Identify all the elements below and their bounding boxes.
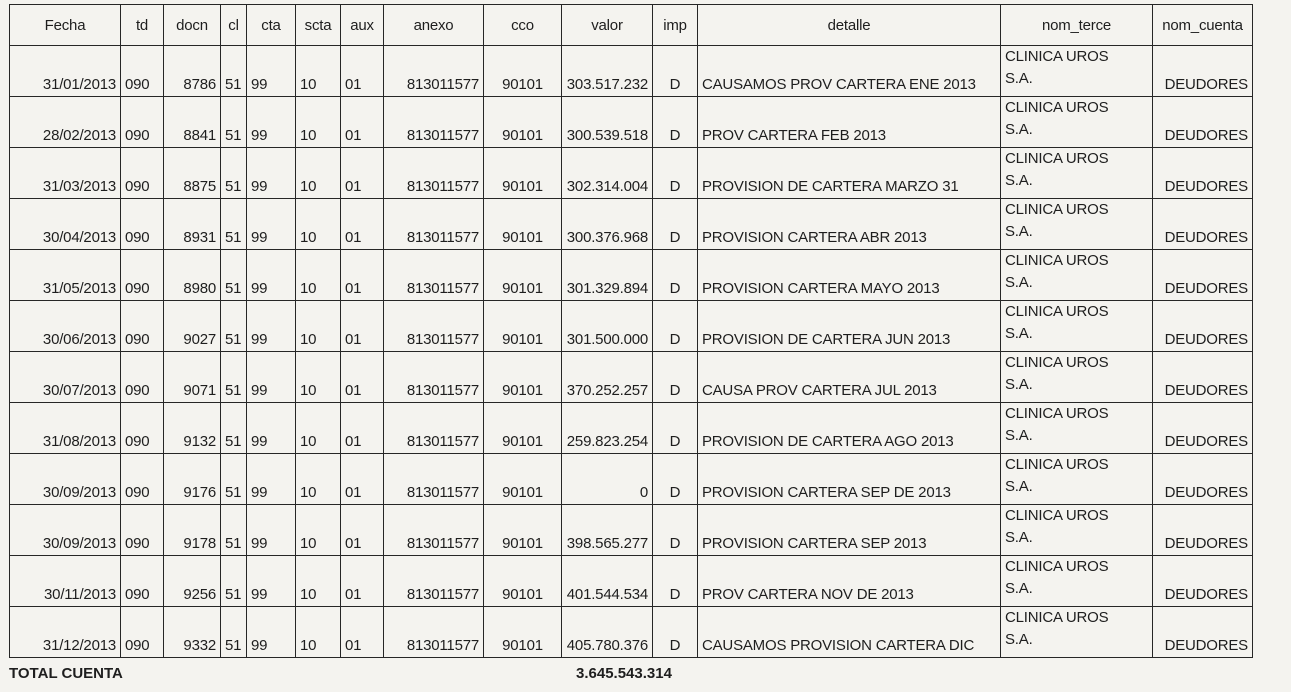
- cell-td: 090: [121, 301, 164, 352]
- cell-detalle: PROVISION CARTERA MAYO 2013: [698, 250, 1001, 301]
- cell-cco: 90101: [484, 454, 562, 505]
- cell-nom-terce: [1001, 301, 1153, 352]
- cell-cco: 90101: [484, 403, 562, 454]
- cell-detalle: PROV CARTERA NOV DE 2013: [698, 556, 1001, 607]
- cell-imp: D: [653, 46, 698, 97]
- cell-nom-terce: [1001, 454, 1153, 505]
- cell-nom-terce: [1001, 607, 1153, 658]
- nom-terce-line1: CLINICA UROS: [1005, 252, 1109, 269]
- cell-docn: 8980: [164, 250, 221, 301]
- cell-detalle: PROVISION DE CARTERA MARZO 31: [698, 148, 1001, 199]
- cell-nom-cuenta: DEUDORES: [1153, 454, 1253, 505]
- cell-scta: 10: [296, 148, 341, 199]
- cell-fecha: 30/09/2013: [10, 505, 121, 556]
- nom-terce-line1: CLINICA UROS: [1005, 99, 1109, 116]
- cell-cco: 90101: [484, 148, 562, 199]
- cell-fecha: 31/03/2013: [10, 148, 121, 199]
- cell-nom-cuenta: DEUDORES: [1153, 199, 1253, 250]
- nom-terce-line2: S.A.: [1005, 121, 1033, 138]
- header-imp: imp: [653, 5, 698, 46]
- cell-nom-terce: [1001, 556, 1153, 607]
- header-aux: aux: [341, 5, 384, 46]
- cell-td: 090: [121, 97, 164, 148]
- cell-fecha: 31/01/2013: [10, 46, 121, 97]
- cell-cco: 90101: [484, 199, 562, 250]
- header-valor: valor: [562, 5, 653, 46]
- header-nom-cuenta: nom_cuenta: [1153, 5, 1253, 46]
- cell-td: 090: [121, 607, 164, 658]
- cell-cta: 99: [247, 607, 296, 658]
- cell-td: 090: [121, 199, 164, 250]
- header-scta: scta: [296, 5, 341, 46]
- cell-nom-cuenta: DEUDORES: [1153, 46, 1253, 97]
- cell-cco: 90101: [484, 250, 562, 301]
- cell-anexo: 813011577: [384, 97, 484, 148]
- cell-anexo: 813011577: [384, 352, 484, 403]
- cell-cta: 99: [247, 301, 296, 352]
- header-cl: cl: [221, 5, 247, 46]
- cell-valor: 300.539.518: [562, 97, 653, 148]
- cell-imp: D: [653, 250, 698, 301]
- cell-td: 090: [121, 403, 164, 454]
- cell-cl: 51: [221, 148, 247, 199]
- header-row: [10, 5, 1253, 46]
- cell-fecha: 28/02/2013: [10, 97, 121, 148]
- cell-cta: 99: [247, 148, 296, 199]
- cell-cl: 51: [221, 199, 247, 250]
- cell-td: 090: [121, 556, 164, 607]
- cell-docn: 8931: [164, 199, 221, 250]
- cell-fecha: 30/11/2013: [10, 556, 121, 607]
- nom-terce-line2: S.A.: [1005, 376, 1033, 393]
- cell-cl: 51: [221, 556, 247, 607]
- cell-aux: 01: [341, 607, 384, 658]
- cell-imp: D: [653, 97, 698, 148]
- cell-nom-terce: [1001, 46, 1153, 97]
- table-row: [10, 199, 1253, 250]
- cell-detalle: CAUSAMOS PROVISION CARTERA DIC: [698, 607, 1001, 658]
- cell-aux: 01: [341, 505, 384, 556]
- cell-cco: 90101: [484, 97, 562, 148]
- cell-aux: 01: [341, 46, 384, 97]
- cell-td: 090: [121, 148, 164, 199]
- cell-nom-terce: [1001, 403, 1153, 454]
- table-row: [10, 556, 1253, 607]
- nom-terce-line2: S.A.: [1005, 70, 1033, 87]
- cell-scta: 10: [296, 403, 341, 454]
- table-row: [10, 607, 1253, 658]
- cell-nom-cuenta: DEUDORES: [1153, 250, 1253, 301]
- nom-terce-line2: S.A.: [1005, 274, 1033, 291]
- cell-valor: 302.314.004: [562, 148, 653, 199]
- nom-terce-line1: CLINICA UROS: [1005, 456, 1109, 473]
- cell-nom-terce: [1001, 505, 1153, 556]
- nom-terce-line2: S.A.: [1005, 529, 1033, 546]
- cell-scta: 10: [296, 556, 341, 607]
- ledger-sheet: [9, 4, 1253, 658]
- cell-aux: 01: [341, 250, 384, 301]
- cell-fecha: 30/09/2013: [10, 454, 121, 505]
- nom-terce-line1: CLINICA UROS: [1005, 48, 1109, 65]
- cell-td: 090: [121, 454, 164, 505]
- table-row: [10, 454, 1253, 505]
- cell-td: 090: [121, 352, 164, 403]
- cell-docn: 8841: [164, 97, 221, 148]
- nom-terce-line2: S.A.: [1005, 478, 1033, 495]
- cell-valor: 405.780.376: [562, 607, 653, 658]
- cell-td: 090: [121, 505, 164, 556]
- cell-anexo: 813011577: [384, 607, 484, 658]
- cell-nom-cuenta: DEUDORES: [1153, 97, 1253, 148]
- cell-fecha: 30/04/2013: [10, 199, 121, 250]
- cell-imp: D: [653, 199, 698, 250]
- cell-valor: 259.823.254: [562, 403, 653, 454]
- cell-nom-cuenta: DEUDORES: [1153, 505, 1253, 556]
- cell-nom-cuenta: DEUDORES: [1153, 148, 1253, 199]
- cell-imp: D: [653, 556, 698, 607]
- cell-scta: 10: [296, 97, 341, 148]
- cell-cl: 51: [221, 301, 247, 352]
- cell-scta: 10: [296, 505, 341, 556]
- cell-scta: 10: [296, 607, 341, 658]
- cell-nom-terce: [1001, 97, 1153, 148]
- cell-nom-terce: [1001, 148, 1153, 199]
- table-row: [10, 352, 1253, 403]
- cell-aux: 01: [341, 199, 384, 250]
- cell-docn: 8875: [164, 148, 221, 199]
- cell-anexo: 813011577: [384, 403, 484, 454]
- nom-terce-line1: CLINICA UROS: [1005, 507, 1109, 524]
- cell-scta: 10: [296, 454, 341, 505]
- table-row: [10, 403, 1253, 454]
- cell-td: 090: [121, 46, 164, 97]
- nom-terce-line1: CLINICA UROS: [1005, 354, 1109, 371]
- cell-cco: 90101: [484, 301, 562, 352]
- cell-valor: 303.517.232: [562, 46, 653, 97]
- cell-cta: 99: [247, 556, 296, 607]
- cell-anexo: 813011577: [384, 454, 484, 505]
- header-detalle: detalle: [698, 5, 1001, 46]
- cell-cl: 51: [221, 454, 247, 505]
- cell-cta: 99: [247, 97, 296, 148]
- cell-docn: 9256: [164, 556, 221, 607]
- cell-cl: 51: [221, 250, 247, 301]
- cell-cl: 51: [221, 352, 247, 403]
- cell-scta: 10: [296, 301, 341, 352]
- cell-nom-cuenta: DEUDORES: [1153, 301, 1253, 352]
- nom-terce-line2: S.A.: [1005, 631, 1033, 648]
- cell-docn: 9027: [164, 301, 221, 352]
- cell-docn: 9132: [164, 403, 221, 454]
- cell-scta: 10: [296, 250, 341, 301]
- cell-anexo: 813011577: [384, 46, 484, 97]
- cell-nom-terce: [1001, 250, 1153, 301]
- cell-detalle: PROVISION DE CARTERA JUN 2013: [698, 301, 1001, 352]
- nom-terce-line2: S.A.: [1005, 172, 1033, 189]
- cell-docn: 9071: [164, 352, 221, 403]
- cell-cco: 90101: [484, 556, 562, 607]
- cell-imp: D: [653, 505, 698, 556]
- header-anexo: anexo: [384, 5, 484, 46]
- cell-cco: 90101: [484, 505, 562, 556]
- cell-aux: 01: [341, 148, 384, 199]
- cell-aux: 01: [341, 97, 384, 148]
- table-row: [10, 148, 1253, 199]
- cell-detalle: PROVISION CARTERA SEP 2013: [698, 505, 1001, 556]
- cell-nom-cuenta: DEUDORES: [1153, 352, 1253, 403]
- nom-terce-line1: CLINICA UROS: [1005, 201, 1109, 218]
- cell-cl: 51: [221, 607, 247, 658]
- header-td: td: [121, 5, 164, 46]
- cell-aux: 01: [341, 556, 384, 607]
- cell-docn: 9178: [164, 505, 221, 556]
- cell-cl: 51: [221, 46, 247, 97]
- cell-detalle: CAUSA PROV CARTERA JUL 2013: [698, 352, 1001, 403]
- nom-terce-line2: S.A.: [1005, 580, 1033, 597]
- cell-detalle: PROV CARTERA FEB 2013: [698, 97, 1001, 148]
- cell-detalle: PROVISION CARTERA ABR 2013: [698, 199, 1001, 250]
- cell-detalle: CAUSAMOS PROV CARTERA ENE 2013: [698, 46, 1001, 97]
- cell-valor: 370.252.257: [562, 352, 653, 403]
- cell-aux: 01: [341, 403, 384, 454]
- cell-valor: 0: [562, 454, 653, 505]
- header-cta: cta: [247, 5, 296, 46]
- cell-anexo: 813011577: [384, 250, 484, 301]
- cell-imp: D: [653, 403, 698, 454]
- cell-scta: 10: [296, 46, 341, 97]
- cell-anexo: 813011577: [384, 556, 484, 607]
- cell-imp: D: [653, 301, 698, 352]
- cell-cta: 99: [247, 199, 296, 250]
- cell-aux: 01: [341, 454, 384, 505]
- header-nom-terce: nom_terce: [1001, 5, 1153, 46]
- cell-anexo: 813011577: [384, 199, 484, 250]
- nom-terce-line1: CLINICA UROS: [1005, 609, 1109, 626]
- cell-aux: 01: [341, 301, 384, 352]
- table-row: [10, 250, 1253, 301]
- nom-terce-line1: CLINICA UROS: [1005, 303, 1109, 320]
- table-row: [10, 301, 1253, 352]
- cell-valor: 301.329.894: [562, 250, 653, 301]
- cell-scta: 10: [296, 352, 341, 403]
- ledger-table: [9, 4, 1253, 658]
- header-fecha: Fecha: [10, 5, 121, 46]
- cell-fecha: 31/12/2013: [10, 607, 121, 658]
- cell-valor: 401.544.534: [562, 556, 653, 607]
- cell-detalle: PROVISION DE CARTERA AGO 2013: [698, 403, 1001, 454]
- cell-nom-terce: [1001, 352, 1153, 403]
- cell-cta: 99: [247, 505, 296, 556]
- cell-cta: 99: [247, 454, 296, 505]
- nom-terce-line2: S.A.: [1005, 325, 1033, 342]
- nom-terce-line2: S.A.: [1005, 427, 1033, 444]
- cell-nom-cuenta: DEUDORES: [1153, 607, 1253, 658]
- cell-docn: 9176: [164, 454, 221, 505]
- cell-imp: D: [653, 148, 698, 199]
- header-docn: docn: [164, 5, 221, 46]
- cell-cl: 51: [221, 505, 247, 556]
- cell-cl: 51: [221, 97, 247, 148]
- cell-cl: 51: [221, 403, 247, 454]
- cell-detalle: PROVISION CARTERA SEP DE 2013: [698, 454, 1001, 505]
- cell-cco: 90101: [484, 607, 562, 658]
- cell-imp: D: [653, 454, 698, 505]
- total-label: TOTAL CUENTA: [9, 665, 123, 682]
- cell-imp: D: [653, 607, 698, 658]
- cell-anexo: 813011577: [384, 148, 484, 199]
- cell-docn: 8786: [164, 46, 221, 97]
- cell-nom-cuenta: DEUDORES: [1153, 403, 1253, 454]
- nom-terce-line1: CLINICA UROS: [1005, 558, 1109, 575]
- cell-cco: 90101: [484, 352, 562, 403]
- cell-fecha: 31/08/2013: [10, 403, 121, 454]
- nom-terce-line2: S.A.: [1005, 223, 1033, 240]
- cell-nom-cuenta: DEUDORES: [1153, 556, 1253, 607]
- cell-cco: 90101: [484, 46, 562, 97]
- cell-td: 090: [121, 250, 164, 301]
- cell-cta: 99: [247, 250, 296, 301]
- cell-imp: D: [653, 352, 698, 403]
- cell-fecha: 30/06/2013: [10, 301, 121, 352]
- nom-terce-line1: CLINICA UROS: [1005, 405, 1109, 422]
- cell-valor: 301.500.000: [562, 301, 653, 352]
- table-row: [10, 505, 1253, 556]
- cell-nom-terce: [1001, 199, 1153, 250]
- cell-anexo: 813011577: [384, 301, 484, 352]
- total-value: 3.645.543.314: [576, 665, 672, 682]
- header-cco: cco: [484, 5, 562, 46]
- cell-cta: 99: [247, 46, 296, 97]
- cell-fecha: 30/07/2013: [10, 352, 121, 403]
- cell-cta: 99: [247, 403, 296, 454]
- cell-valor: 398.565.277: [562, 505, 653, 556]
- cell-anexo: 813011577: [384, 505, 484, 556]
- table-row: [10, 46, 1253, 97]
- cell-cta: 99: [247, 352, 296, 403]
- nom-terce-line1: CLINICA UROS: [1005, 150, 1109, 167]
- cell-docn: 9332: [164, 607, 221, 658]
- cell-scta: 10: [296, 199, 341, 250]
- cell-aux: 01: [341, 352, 384, 403]
- table-row: [10, 97, 1253, 148]
- cell-valor: 300.376.968: [562, 199, 653, 250]
- cell-fecha: 31/05/2013: [10, 250, 121, 301]
